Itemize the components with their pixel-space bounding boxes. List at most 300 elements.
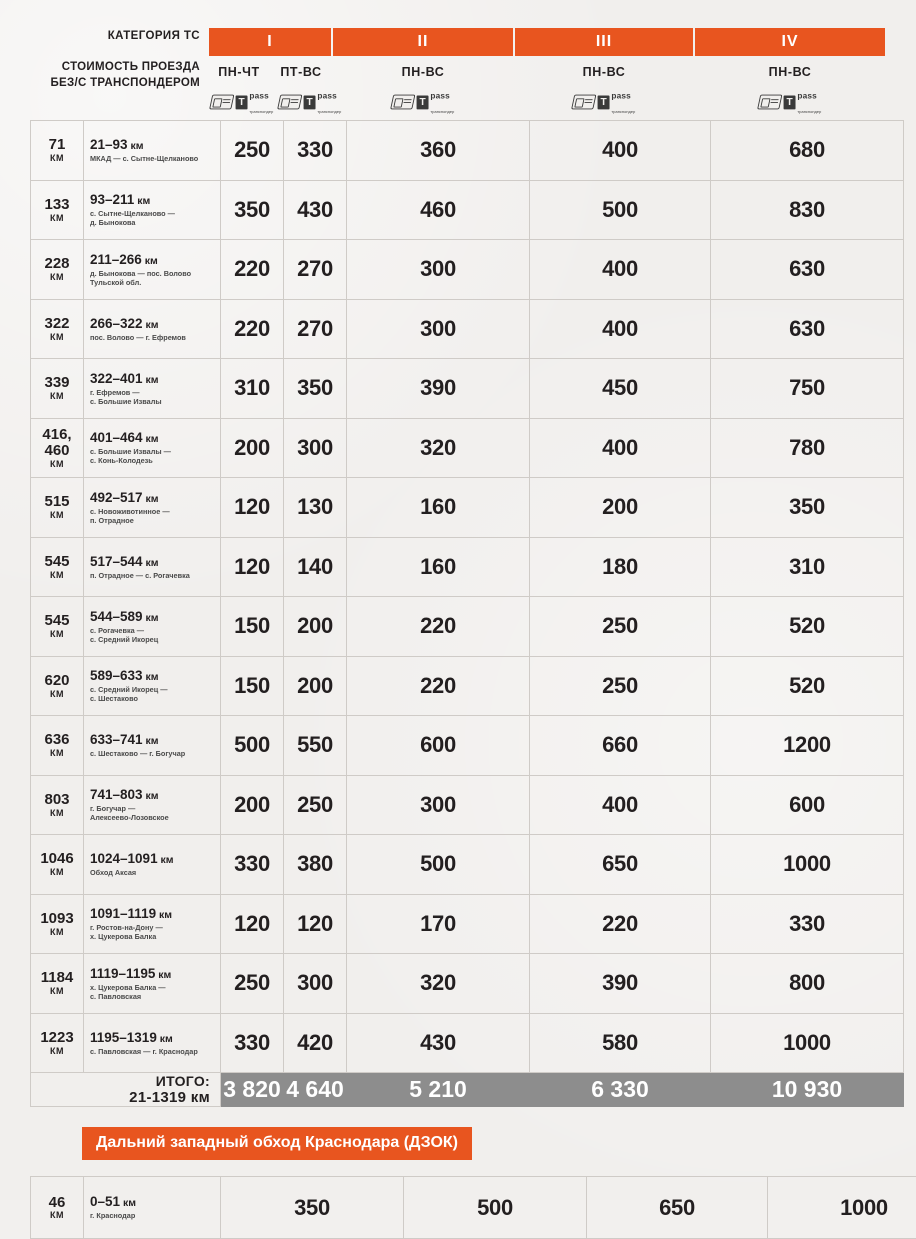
- cell-price-cat3: [530, 1013, 711, 1073]
- km-value: 46: [31, 1195, 83, 1211]
- total-value: 5 210: [347, 1076, 529, 1103]
- price-value: 520: [711, 673, 903, 699]
- km-unit: КМ: [31, 510, 83, 520]
- t-pass-icon: T pass транспондер: [598, 87, 636, 116]
- price-value: 650: [530, 851, 710, 877]
- cell-price-cat1: [221, 359, 284, 419]
- table-row: [31, 299, 904, 359]
- table-row: [31, 835, 904, 895]
- cell-km-marker: [31, 478, 84, 538]
- segment-description: с. Рогачевка — с. Средний Икорец: [90, 626, 220, 644]
- km-value: 545: [31, 613, 83, 629]
- category-1-days-0: ПН-ЧТ: [208, 65, 270, 79]
- cell-price-cat3: [530, 835, 711, 895]
- table-row: [31, 240, 904, 300]
- km-unit: КМ: [31, 927, 83, 937]
- cell-price-cat3: [530, 656, 711, 716]
- cell-price-cat1: [284, 597, 347, 657]
- price-value: 1000: [768, 1195, 916, 1221]
- cell-price-cat1: [221, 121, 284, 181]
- price-value: 300: [284, 435, 346, 461]
- t-pass-icon: T pass транспондер: [784, 87, 822, 116]
- price-value: 350: [221, 197, 283, 223]
- price-value: 250: [221, 970, 283, 996]
- price-value: 120: [284, 911, 346, 937]
- price-value: 300: [284, 970, 346, 996]
- km-unit: КМ: [31, 629, 83, 639]
- cell-price-cat2: [347, 894, 530, 954]
- km-unit: КМ: [31, 213, 83, 223]
- t-pass-label: pass: [249, 91, 269, 100]
- km-unit: КМ: [31, 1210, 83, 1220]
- category-badge-2: II: [333, 28, 513, 56]
- price-value: 460: [347, 197, 529, 223]
- header-left-labels: [30, 28, 208, 120]
- cell-price-cat1: [284, 1013, 347, 1073]
- segment-description: МКАД — с. Сытне-Щелканово: [90, 154, 220, 163]
- cell-price-cat1: [221, 1177, 404, 1239]
- cell-segment: [84, 180, 221, 240]
- price-value: 550: [284, 732, 346, 758]
- cell-segment: [84, 597, 221, 657]
- segment-range: 1119–1195 км: [90, 966, 220, 981]
- segment-range: 741–803 км: [90, 787, 220, 802]
- cell-price-cat2: [347, 954, 530, 1014]
- price-value: 300: [347, 792, 529, 818]
- cell-price-cat4: [711, 180, 904, 240]
- payment-icons-cat3: [514, 86, 694, 118]
- cell-price-cat1: [284, 716, 347, 776]
- price-value: 430: [284, 197, 346, 223]
- price-value: 220: [347, 613, 529, 639]
- category-badge-4: IV: [695, 28, 885, 56]
- price-value: 120: [221, 494, 283, 520]
- price-value: 390: [347, 375, 529, 401]
- cell-price-cat1: [221, 775, 284, 835]
- cell-price-cat4: [711, 775, 904, 835]
- total-label-line2: 21-1319 км: [31, 1089, 210, 1106]
- price-value: 660: [530, 732, 710, 758]
- price-value: 250: [221, 137, 283, 163]
- price-value: 150: [221, 673, 283, 699]
- category-2-days-0: ПН-ВС: [332, 65, 514, 79]
- price-value: 580: [530, 1030, 710, 1056]
- price-value: 140: [284, 554, 346, 580]
- cell-price-cat1: [221, 656, 284, 716]
- segment-range: 633–741 км: [90, 732, 220, 747]
- price-value: 600: [711, 792, 903, 818]
- cell-price-cat4: [711, 835, 904, 895]
- km-value: 515: [31, 494, 83, 510]
- price-value: 430: [347, 1030, 529, 1056]
- segment-description: г. Ростов-на-Дону — х. Цукерова Балка: [90, 923, 220, 941]
- category-column-2: [332, 28, 514, 120]
- cell-price-cat1: [284, 478, 347, 538]
- cell-segment: [84, 835, 221, 895]
- price-value: 200: [284, 613, 346, 639]
- price-value: 120: [221, 554, 283, 580]
- cell-price-cat1: [284, 537, 347, 597]
- price-value: 200: [221, 435, 283, 461]
- cell-price-cat1: [284, 656, 347, 716]
- price-value: 630: [711, 316, 903, 342]
- payment-icons-cat4: [694, 86, 886, 118]
- table-row: [31, 478, 904, 538]
- price-value: 250: [530, 673, 710, 699]
- km-unit: КМ: [31, 689, 83, 699]
- cell-price-cat1: [284, 775, 347, 835]
- cell-price-cat2: [347, 180, 530, 240]
- cell-price-cat4: [711, 894, 904, 954]
- cell-price-cat1: [221, 299, 284, 359]
- table-row: [31, 954, 904, 1014]
- table-header: [30, 0, 886, 120]
- cell-price-cat3: [530, 775, 711, 835]
- total-value-cell: [347, 1073, 530, 1107]
- cell-price-cat3: [530, 537, 711, 597]
- price-value: 220: [347, 673, 529, 699]
- km-value: 803: [31, 792, 83, 808]
- category-3-days-0: ПН-ВС: [514, 65, 694, 79]
- category-badge-3: III: [515, 28, 693, 56]
- segment-description: с. Шестаково — г. Богучар: [90, 749, 220, 758]
- price-value: 1000: [711, 851, 903, 877]
- table-row: [31, 894, 904, 954]
- cell-price-cat1: [284, 121, 347, 181]
- km-unit: КМ: [31, 272, 83, 282]
- price-value: 220: [221, 256, 283, 282]
- km-unit: КМ: [31, 986, 83, 996]
- segment-range: 322–401 км: [90, 371, 220, 386]
- price-value: 330: [221, 851, 283, 877]
- segment-description: Обход Аксая: [90, 868, 220, 877]
- price-value: 400: [530, 137, 710, 163]
- price-value: 270: [284, 316, 346, 342]
- price-value: 250: [284, 792, 346, 818]
- price-value: 310: [221, 375, 283, 401]
- table-row: [31, 597, 904, 657]
- cash-card-icon: [209, 95, 234, 110]
- km-value: 545: [31, 554, 83, 570]
- dzok-title: Дальний западный обход Краснодара (ДЗОК): [82, 1127, 472, 1160]
- cell-segment: [84, 894, 221, 954]
- price-value: 160: [347, 554, 529, 580]
- km-value: 1046: [31, 851, 83, 867]
- table-total-row: [31, 1073, 904, 1107]
- cell-segment: [84, 656, 221, 716]
- segment-description: с. Большие Извалы — с. Конь-Колодезь: [90, 447, 220, 465]
- label-travel-cost-line2: БЕЗ/С ТРАНСПОНДЕРОМ: [50, 77, 200, 89]
- cell-price-cat4: [711, 478, 904, 538]
- segment-range: 544–589 км: [90, 609, 220, 624]
- cell-km-marker: [31, 597, 84, 657]
- t-pass-icon: T pass транспондер: [304, 87, 342, 116]
- cell-segment: [84, 775, 221, 835]
- cell-price-cat3: [530, 121, 711, 181]
- price-value: 500: [530, 197, 710, 223]
- price-value: 750: [711, 375, 903, 401]
- cell-price-cat2: [347, 478, 530, 538]
- cell-price-cat3: [530, 299, 711, 359]
- price-value: 830: [711, 197, 903, 223]
- cell-km-marker: [31, 180, 84, 240]
- label-vehicle-category: КАТЕГОРИЯ ТС: [30, 30, 208, 42]
- segment-range: 492–517 км: [90, 490, 220, 505]
- table-row: [31, 656, 904, 716]
- cell-price-cat3: [530, 418, 711, 478]
- cell-segment: [84, 121, 221, 181]
- km-value: 416, 460: [31, 427, 83, 459]
- cell-km-marker: [31, 1013, 84, 1073]
- total-value-cell: [711, 1073, 904, 1107]
- segment-range: 1091–1119 км: [90, 906, 220, 921]
- cell-price-cat2: [347, 121, 530, 181]
- label-travel-cost-line1: СТОИМОСТЬ ПРОЕЗДА: [62, 61, 200, 73]
- cash-card-icon: [390, 95, 415, 110]
- price-value: 350: [284, 375, 346, 401]
- cell-price-cat1: [284, 240, 347, 300]
- category-column-4: [694, 28, 886, 120]
- cell-price-cat1: [221, 418, 284, 478]
- cell-km-marker: [31, 537, 84, 597]
- cell-segment: [84, 359, 221, 419]
- km-unit: КМ: [31, 1046, 83, 1056]
- price-value: 200: [221, 792, 283, 818]
- price-value: 170: [347, 911, 529, 937]
- cell-price-cat3: [530, 359, 711, 419]
- cell-price-cat3: [530, 716, 711, 776]
- table-row: [31, 418, 904, 478]
- segment-range: 21–93 км: [90, 137, 220, 152]
- km-unit: КМ: [31, 459, 83, 469]
- cell-km-marker: [31, 716, 84, 776]
- segment-range: 517–544 км: [90, 554, 220, 569]
- total-value-cell: [221, 1073, 284, 1107]
- price-value: 350: [711, 494, 903, 520]
- price-value: 680: [711, 137, 903, 163]
- cell-price-cat4: [711, 954, 904, 1014]
- cell-price-cat2: [347, 240, 530, 300]
- price-value: 130: [284, 494, 346, 520]
- price-value: 500: [347, 851, 529, 877]
- price-value: 350: [221, 1195, 403, 1221]
- cash-card-icon: [277, 95, 302, 110]
- segment-description: с. Павловская — г. Краснодар: [90, 1047, 220, 1056]
- cell-price-cat2: [347, 418, 530, 478]
- category-column-1: [208, 28, 332, 120]
- cell-segment: [84, 537, 221, 597]
- cell-km-marker: [31, 418, 84, 478]
- cell-km-marker: [31, 656, 84, 716]
- cell-price-cat1: [284, 359, 347, 419]
- price-value: 250: [530, 613, 710, 639]
- price-value: 780: [711, 435, 903, 461]
- cell-km-marker: [31, 894, 84, 954]
- t-pass-sublabel: транспондер: [249, 109, 273, 114]
- segment-description: с. Сытне-Щелканово — д. Бынокова: [90, 209, 220, 227]
- km-unit: КМ: [31, 570, 83, 580]
- cell-price-cat4: [711, 240, 904, 300]
- price-value: 420: [284, 1030, 346, 1056]
- price-value: 360: [347, 137, 529, 163]
- price-value: 380: [284, 851, 346, 877]
- price-value: 270: [284, 256, 346, 282]
- price-value: 320: [347, 970, 529, 996]
- price-value: 220: [530, 911, 710, 937]
- price-value: 330: [284, 137, 346, 163]
- km-value: 322: [31, 316, 83, 332]
- table-row: [31, 359, 904, 419]
- cell-km-marker: [31, 121, 84, 181]
- cell-price-cat2: [347, 597, 530, 657]
- cell-price-cat3: [530, 180, 711, 240]
- cell-price-cat1: [284, 180, 347, 240]
- segment-description: п. Отрадное — с. Рогачевка: [90, 571, 220, 580]
- cell-segment: [84, 478, 221, 538]
- total-value: 6 330: [530, 1076, 710, 1103]
- segment-description: д. Бынокова — пос. Волово Тульской обл.: [90, 269, 220, 287]
- price-value: 400: [530, 792, 710, 818]
- t-pass-icon: T pass транспондер: [236, 87, 274, 116]
- total-value: 10 930: [711, 1076, 903, 1103]
- segment-range: 93–211 км: [90, 192, 220, 207]
- cell-km-marker: [31, 359, 84, 419]
- cell-price-cat4: [711, 537, 904, 597]
- cell-price-cat1: [221, 478, 284, 538]
- price-value: 500: [404, 1195, 586, 1221]
- category-1-days-1: ПТ-ВС: [270, 65, 332, 79]
- cell-price-cat3: [530, 894, 711, 954]
- cell-price-cat1: [284, 894, 347, 954]
- t-pass-icon: T pass транспондер: [417, 87, 455, 116]
- category-4-days-0: ПН-ВС: [694, 65, 886, 79]
- price-value: 400: [530, 256, 710, 282]
- cell-price-cat1: [221, 894, 284, 954]
- segment-description: х. Цукерова Балка — с. Павловская: [90, 983, 220, 1001]
- cell-price-cat1: [284, 835, 347, 895]
- table-row: [31, 121, 904, 181]
- price-value: 300: [347, 316, 529, 342]
- km-unit: КМ: [31, 867, 83, 877]
- total-value-cell: [530, 1073, 711, 1107]
- segment-range: 266–322 км: [90, 316, 220, 331]
- cell-price-cat4: [768, 1177, 916, 1239]
- cell-price-cat4: [711, 597, 904, 657]
- table-row: [31, 775, 904, 835]
- cell-price-cat3: [587, 1177, 768, 1239]
- category-column-3: [514, 28, 694, 120]
- segment-description: пос. Волово — г. Ефремов: [90, 333, 220, 342]
- category-columns: [208, 28, 886, 120]
- total-value: 3 820: [221, 1076, 283, 1103]
- price-value: 200: [284, 673, 346, 699]
- cell-price-cat4: [711, 359, 904, 419]
- price-value: 180: [530, 554, 710, 580]
- table-row: [31, 537, 904, 597]
- cell-price-cat1: [221, 835, 284, 895]
- cell-price-cat3: [530, 597, 711, 657]
- cell-price-cat2: [347, 537, 530, 597]
- cash-card-icon: [571, 95, 596, 110]
- price-value: 630: [711, 256, 903, 282]
- total-label-line1: ИТОГО:: [31, 1073, 210, 1089]
- cell-price-cat2: [347, 835, 530, 895]
- cell-segment: [84, 299, 221, 359]
- km-unit: КМ: [31, 808, 83, 818]
- price-value: 330: [711, 911, 903, 937]
- segment-description: г. Краснодар: [90, 1211, 220, 1220]
- km-value: 339: [31, 375, 83, 391]
- price-value: 160: [347, 494, 529, 520]
- cell-price-cat3: [530, 240, 711, 300]
- cell-price-cat1: [221, 180, 284, 240]
- cell-segment: [84, 1013, 221, 1073]
- total-value-cell: [284, 1073, 347, 1107]
- payment-icons-cat2: [332, 86, 514, 118]
- price-value: 520: [711, 613, 903, 639]
- cell-segment: [84, 716, 221, 776]
- cell-km-marker: [31, 240, 84, 300]
- km-value: 1093: [31, 911, 83, 927]
- dzok-table: [30, 1176, 916, 1239]
- cell-price-cat4: [711, 716, 904, 776]
- km-unit: КМ: [31, 332, 83, 342]
- price-value: 450: [530, 375, 710, 401]
- segment-description: г. Богучар — Алексеево-Лозовское: [90, 804, 220, 822]
- km-unit: КМ: [31, 153, 83, 163]
- cell-km-marker: [31, 835, 84, 895]
- cell-price-cat1: [284, 299, 347, 359]
- price-value: 300: [347, 256, 529, 282]
- cell-price-cat4: [711, 1013, 904, 1073]
- price-value: 800: [711, 970, 903, 996]
- cell-segment: [84, 418, 221, 478]
- cash-card-icon: [757, 95, 782, 110]
- segment-description: с. Средний Икорец — с. Шестаково: [90, 685, 220, 703]
- category-badge-1: I: [209, 28, 331, 56]
- km-value: 636: [31, 732, 83, 748]
- cell-price-cat4: [711, 418, 904, 478]
- cell-price-cat4: [711, 299, 904, 359]
- segment-description: г. Ефремов — с. Большие Извалы: [90, 388, 220, 406]
- table-row: [31, 180, 904, 240]
- cell-price-cat2: [347, 656, 530, 716]
- dzok-table-row: [31, 1177, 916, 1239]
- price-value: 400: [530, 316, 710, 342]
- total-value: 4 640: [284, 1076, 346, 1103]
- cell-km-marker: [31, 1177, 84, 1239]
- price-value: 330: [221, 1030, 283, 1056]
- km-value: 620: [31, 673, 83, 689]
- cell-price-cat1: [284, 418, 347, 478]
- rates-table: [30, 120, 904, 1107]
- segment-range: 401–464 км: [90, 430, 220, 445]
- table-row: [31, 1013, 904, 1073]
- cell-price-cat3: [530, 954, 711, 1014]
- cell-segment: [84, 1177, 221, 1239]
- price-value: 120: [221, 911, 283, 937]
- cell-price-cat1: [221, 597, 284, 657]
- km-value: 133: [31, 197, 83, 213]
- price-value: 600: [347, 732, 529, 758]
- price-value: 310: [711, 554, 903, 580]
- price-value: 650: [587, 1195, 767, 1221]
- segment-range: 1024–1091 км: [90, 851, 220, 866]
- km-value: 71: [31, 137, 83, 153]
- cell-price-cat1: [221, 240, 284, 300]
- cell-price-cat2: [347, 716, 530, 776]
- payment-icons-cat1-a: [208, 86, 276, 118]
